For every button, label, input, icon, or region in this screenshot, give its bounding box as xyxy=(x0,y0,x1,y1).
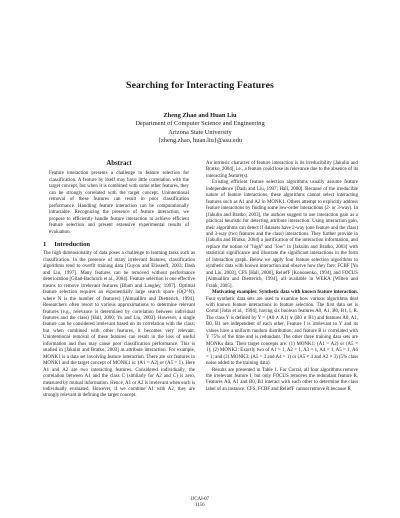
affiliation: Department of Computer Science and Engineering xyxy=(135,120,265,128)
section-title: Introduction xyxy=(54,240,91,248)
university: Arizona State University xyxy=(168,128,232,136)
abstract-text: Feature interaction presents a challenge to feature selection for classification. A feature by itself may have little correlation with the target concept, but when it is combined with some other features, they can be strongly correlated with the target concept. Unintentional removal of these features can result in poor classification performance. Handling feature interaction can be computationally intractable. Recognizing the presence of feature interaction, we propose to efficiently handle feature interaction to achieve efficient feature selection and present extensive experimental results of evaluation. xyxy=(49,171,189,235)
left-column xyxy=(43,161,195,400)
section-number: 1 xyxy=(43,240,47,248)
paper-title: Searching for Interacting Features xyxy=(126,80,274,91)
run-in-heading: Motivating examples: Synthetic data with known feature interaction. xyxy=(212,290,358,296)
abstract-section xyxy=(43,171,195,236)
venue-label: IJCAI-07 xyxy=(190,497,210,502)
abstract-heading: Abstract xyxy=(106,160,132,167)
author-block xyxy=(0,112,400,146)
author-names: Zheng Zhao and Huan Liu xyxy=(163,112,237,119)
body-paragraph-3 xyxy=(206,290,358,367)
body-paragraph-4: Results are presented in Table 1. For Corral, all four algorithms remove the irrelevant feature I, but only FOCUS removes the redundant feature R. Features A0, A1 and B0, B1 interact with each other to determine the class label of an instance. CFS, FCBF and ReliefF cannot remove R because R xyxy=(206,367,358,392)
body-paragraph-2: Existing efficient feature selection algorithms usually assume feature independence [Dash and Liu, 1997; Hall, 2000]. Because of the irreducible nature of feature interactions, these algorithms cannot select interacting features such as A1 and A2 in MONK1. Others attempt to explicitly address feature interactions by finding some low-order interactions (2- or 3-way). In [Jakulin and Bratko, 2003], the authors suggest to use interaction gain as a practical heuristic for detecting attribute interaction. Using interaction gain, their algorithms can detect if datasets have 2-way (one feature and the class) and 3-way (two features and the class) interactions. They further provide in [Jakulin and Bratko, 2004] a justification of the interaction information, and replace the notion of "high" and "low" in [Jakulin and Bratko, 2003] with statistical significance and illustrate the significant interactions in the form of interaction graph. Below we apply four feature selection algorithms to synthetic data with known interaction and observe how they fare: FCBF [Yu and Liu, 2003], CFS [Hall, 2000], ReliefF [Kononenko, 1994], and FOCUS [Almuallim and Dietterich, 1994], all available in WEKA [Witten and Frank, 2005]. xyxy=(206,180,358,289)
body-paragraph-3-text: Four synthetic data sets are used to examine how various algorithms deal with known feature interactions in feature selection. The first data set is Corral [John et al., 1994], having six boolean features A0, A1, B0, B1, I, R. The class Y is defined by Y = (A0 ∧ A1) ∨ (B0 ∧ B1) and features A0, A1, B0, B1 are independent of each other. Feature I is irrelevant to Y and its values have a uniform random distribution; and feature R is correlated with Y 75% of the time and is redundant. The other three training data sets are MONKs data. Their target concepts are: (1) MONK1: (A1 = A2) or (A5 = 1); (2) MONK2: Exactly two of A1 = 1, A2 = 1, A3 = 1, A4 = 1, A5 = 1, A6 = 1; and (3) MONK3: (A5 = 3 and A4 = 1) or (A5 ≠ 4 and A2 ≠ 3) (5% class noise added to the training data). xyxy=(206,296,358,367)
right-column xyxy=(206,161,358,393)
page-footer xyxy=(0,497,400,509)
page-number: 1156 xyxy=(195,503,205,508)
author-emails: {zheng.zhao, huan.liu}@asu.edu xyxy=(157,137,243,145)
intro-paragraph: The high dimensionality of data poses a challenge to learning tasks such as classification. In the presence of many irrelevant features, classification algorithms tend to overfit training data [Guyon and Elisseeff, 2003; Dash and Liu, 1997]. Many features can be removed without performance deterioration [Gilad-Bachrach et al., 2004]. Feature selection is one effective means to remove irrelevant features [Blum and Langley, 1997]. Optimal feature selection requires an exponentially large search space (O(2^N), where N is the number of features) [Almuallim and Dietterich, 1994]. Researchers often resort to various approximations to determine relevant features (e.g., relevance is determined by correlation between individual features and the class) [Hall, 2000; Yu and Liu, 2003]. However, a single feature can be considered irrelevant based on its correlation with the class; but when combined with other features, it becomes very relevant. Unintentional removal of these features can result in the loss of useful information and thus may cause poor classification performance. This is studied in [Jakulin and Bratko, 2003] as attribute interaction. For example, MONK1 is a data set involving feature interaction. There are six features in MONK1 and the target concept of MONK1 is: (A1 = A2) or (A5 = 1). Here A1 and A2 are two interacting features. Considered individually, the correlation between A1 and the class C (similarly for A2 and C) is zero, measured by mutual information. Hence, A1 or A2 is irrelevant when each is individually evaluated. However, if we combine A1 with A2, they are strongly relevant in defining the target concept. xyxy=(43,251,195,399)
body-paragraph-1: An intrinsic character of feature interaction is its irreducibility [Jakulin and Bratko, 2004], i.e., a feature could lose its relevance due to the absence of its interacting feature(s). xyxy=(206,161,358,179)
section-heading-introduction xyxy=(43,242,195,248)
